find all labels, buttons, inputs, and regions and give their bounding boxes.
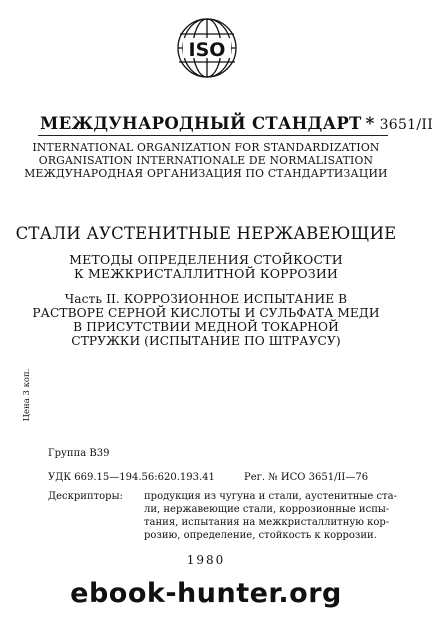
subtitle-line-1: МЕТОДЫ ОПРЕДЕЛЕНИЯ СТОЙКОСТИ <box>69 252 343 267</box>
descriptors-label: Дескрипторы: <box>48 491 123 502</box>
standard-header <box>40 114 433 133</box>
descriptors-line-2: ли, нержавеющие стали, коррозионные испы- <box>144 504 390 515</box>
group-label: Группа В39 <box>48 448 110 459</box>
organization-name-fr: ORGANISATION INTERNATIONALE DE NORMALISATION <box>38 154 374 167</box>
part-title-line-2: РАСТВОРЕ СЕРНОЙ КИСЛОТЫ И СУЛЬФАТА МЕДИ <box>32 306 380 320</box>
iso-logo <box>175 14 239 86</box>
standard-star: * <box>365 114 375 133</box>
watermark-text: ebook-hunter.org <box>70 578 342 609</box>
descriptors-line-1: продукция из чугуна и стали, аустенитные ста- <box>144 491 397 502</box>
standard-title: МЕЖДУНАРОДНЫЙ СТАНДАРТ <box>40 114 362 133</box>
iso-globe-icon <box>175 14 239 86</box>
part-title-line-1: Часть II. КОРРОЗИОННОЕ ИСПЫТАНИЕ В <box>64 292 348 306</box>
standard-number: 3651/II <box>379 117 433 133</box>
registration-number: Рег. № ИСО 3651/II—76 <box>244 472 369 483</box>
udc-code: УДК 669.15—194.56:620.193.41 <box>48 472 215 483</box>
descriptors-line-4: розию, определение, стойкость к коррозии. <box>144 530 377 541</box>
publication-year: 1980 <box>186 553 226 567</box>
organization-name-en: INTERNATIONAL ORGANIZATION FOR STANDARDIZATION <box>32 141 380 154</box>
descriptors-line-3: тания, испытания на межкристаллитную кор- <box>144 517 390 528</box>
part-title-line-3: В ПРИСУТСТВИИ МЕДНОЙ ТОКАРНОЙ <box>73 320 339 334</box>
document-title: СТАЛИ АУСТЕНИТНЫЕ НЕРЖАВЕЮЩИЕ <box>15 224 397 243</box>
iso-logo-text: ISO <box>188 39 226 61</box>
header-divider <box>38 135 388 136</box>
part-title-line-4: СТРУЖКИ (ИСПЫТАНИЕ ПО ШТРАУСУ) <box>71 334 341 348</box>
organization-name-ru: МЕЖДУНАРОДНАЯ ОРГАНИЗАЦИЯ ПО СТАНДАРТИЗАЦИИ <box>24 167 388 180</box>
price-text: Цена 3 коп. <box>22 368 32 422</box>
subtitle-line-2: К МЕЖКРИСТАЛЛИТНОЙ КОРРОЗИИ <box>73 266 339 281</box>
price-label <box>20 368 34 422</box>
